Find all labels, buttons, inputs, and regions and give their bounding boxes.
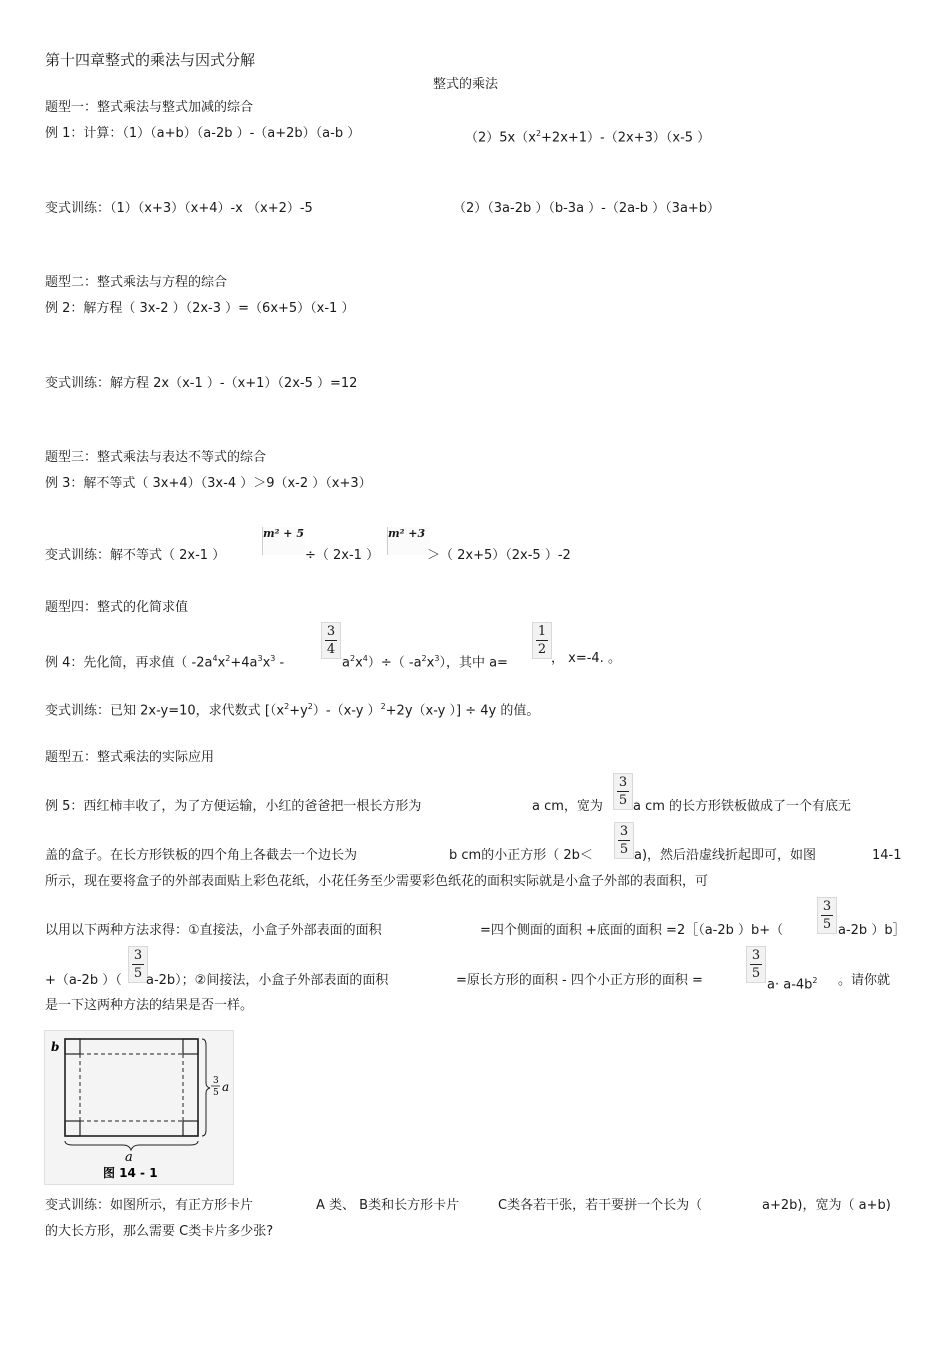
variant-3-part-1: 变式训练：解不等式（ 2x-1 ） xyxy=(45,548,226,563)
example-5-line-1-c: a cm 的长方形铁板做成了一个有底无 xyxy=(633,799,852,814)
type-1-heading: 题型一：整式乘法与整式加减的综合 xyxy=(45,100,254,115)
exponent-image-2: m² +3 xyxy=(387,527,430,555)
label-side-a: a xyxy=(222,1080,230,1094)
variant-5-line-1-b: A 类、 B类和长方形卡片 xyxy=(316,1198,460,1213)
label-a: a xyxy=(125,1150,133,1165)
variant-1-part-1: 变式训练：（1）（x+3）（x+4）-x （x+2）-5 xyxy=(45,201,313,216)
figure-14-1 xyxy=(44,1030,234,1185)
example-5-line-1-b: a cm，宽为 xyxy=(532,799,603,814)
corner-square xyxy=(65,1039,80,1054)
width-brace xyxy=(65,1141,198,1150)
label-5: 5 xyxy=(213,1088,219,1098)
variant-5-line-1-c: C类各若干张，若干要拼一个长为（ xyxy=(498,1198,703,1213)
example-1-part-2: $(2)5x(x^2+2x+1)-(2x+3)(x-5$ ） xyxy=(465,129,711,146)
example-4-part-3: ， x=-4. 。 xyxy=(551,651,621,666)
example-3: 例 3：解不等式（ 3x+4）（3x-4 ）＞9（x-2 ）（x+3） xyxy=(45,476,372,491)
variant-5-line-2: 的大长方形，那么需要 C类卡片多少张? xyxy=(45,1224,274,1239)
label-3: 3 xyxy=(213,1076,219,1086)
example-5-line-2-b: b cm的小正方形（ 2b＜ xyxy=(449,848,593,863)
example-5-line-5-c: =原长方形的面积 - 四个小正方形的面积 = xyxy=(456,973,703,988)
example-5-line-4-c: a-2b ）b］ xyxy=(838,923,906,938)
example-5-line-1-a: 例 5：西红柿丰收了，为了方便运输，小红的爸爸把一根长方形为 xyxy=(45,799,422,814)
variant-4: 变式训练：已知 2x-y=10，求代数式 [$(x^2+y^2)-(x-y$ ）$^2$+2y（x-y ）] ÷ 4y 的值。 xyxy=(45,702,540,719)
example-5-line-5-d: $a\cdot a-4b^2$ xyxy=(767,976,818,993)
example-1-part-1: 例 1：计算：（1）（a+b）（a-2b ）-（a+2b）（a-b ） xyxy=(45,126,361,141)
type-5-heading: 题型五：整式乘法的实际应用 xyxy=(45,750,215,765)
type-3-heading: 题型三：整式乘法与表达不等式的综合 xyxy=(45,450,267,465)
fraction-3-5: 3 5 xyxy=(613,773,633,810)
type-4-heading: 题型四：整式的化简求值 xyxy=(45,600,189,615)
fraction-3-5: 3 5 xyxy=(746,946,766,983)
fraction-3-5: 3 5 xyxy=(128,946,148,983)
example-5-line-6: 是一下这两种方法的结果是否一样。 xyxy=(45,998,254,1013)
figure-caption: 图 14 - 1 xyxy=(103,1166,158,1180)
fraction-3-4: 3 4 xyxy=(321,622,341,659)
fraction-3-5: 3 5 xyxy=(614,822,634,859)
example-5-line-5-a: +（a-2b ）（ xyxy=(45,973,122,988)
example-2: 例 2：解方程（ 3x-2 ）（2x-3 ）=（6x+5）（x-1 ） xyxy=(45,301,355,316)
fraction-3-5: 3 5 xyxy=(817,897,837,934)
variant-3-part-2: ÷（ 2x-1 ） xyxy=(305,548,380,563)
exponent-image-1: m² + 5 xyxy=(262,527,305,555)
example-5-line-2-a: 盖的盒子。在长方形铁板的四个角上各截去一个边长为 xyxy=(45,848,358,863)
corner-square xyxy=(65,1121,80,1136)
fraction-1-2: 1 2 xyxy=(532,622,552,659)
label-b: b xyxy=(51,1040,60,1054)
corner-square xyxy=(183,1121,198,1136)
example-5-line-5-e: 。请你就 xyxy=(838,973,891,988)
example-5-line-5-b: a-2b）；②间接法，小盒子外部表面的面积 xyxy=(146,973,389,988)
variant-5-line-1-a: 变式训练：如图所示，有正方形卡片 xyxy=(45,1198,254,1213)
example-4-part-2: $a^2x^4)\div$（ $-a^2x^3$），其中 a= xyxy=(342,654,508,671)
section-title: 整式的乘法 xyxy=(433,77,499,92)
corner-square xyxy=(183,1039,198,1054)
variant-3-part-3: ＞（ 2x+5）（2x-5 ）-2 xyxy=(427,548,571,563)
variant-1-part-2: （2）（3a-2b ）（b-3a ）-（2a-b ）（3a+b） xyxy=(453,201,721,216)
type-2-heading: 题型二：整式乘法与方程的综合 xyxy=(45,275,228,290)
box-net-diagram xyxy=(45,1031,233,1184)
figure-reference: 14-1 xyxy=(872,848,902,863)
example-5-line-3: 所示，现在要将盒子的外部表面贴上彩色花纸，小花任务至少需要彩色纸花的面积实际就是小盒子外部的表面积，可 xyxy=(45,874,709,889)
example-5-line-4-a: 以用以下两种方法求得：①直接法，小盒子外部表面的面积 xyxy=(45,923,382,938)
variant-2: 变式训练：解方程 2x（x-1 ）-（x+1）（2x-5 ）=12 xyxy=(45,376,358,391)
example-5-line-2-c: a)，然后沿虚线折起即可，如图 xyxy=(634,848,817,863)
variant-5-line-1-d: a+2b)，宽为（ a+b) xyxy=(762,1198,891,1213)
example-5-line-4-b: =四个侧面的面积 +底面的面积 =2［（a-2b ）b+（ xyxy=(480,923,784,938)
example-4-part-1: 例 4：先化简，再求值（ $-2a^4x^2+4a^3x^3$ - xyxy=(45,654,285,671)
height-brace xyxy=(202,1039,210,1136)
chapter-title: 第十四章整式的乘法与因式分解 xyxy=(45,51,256,69)
